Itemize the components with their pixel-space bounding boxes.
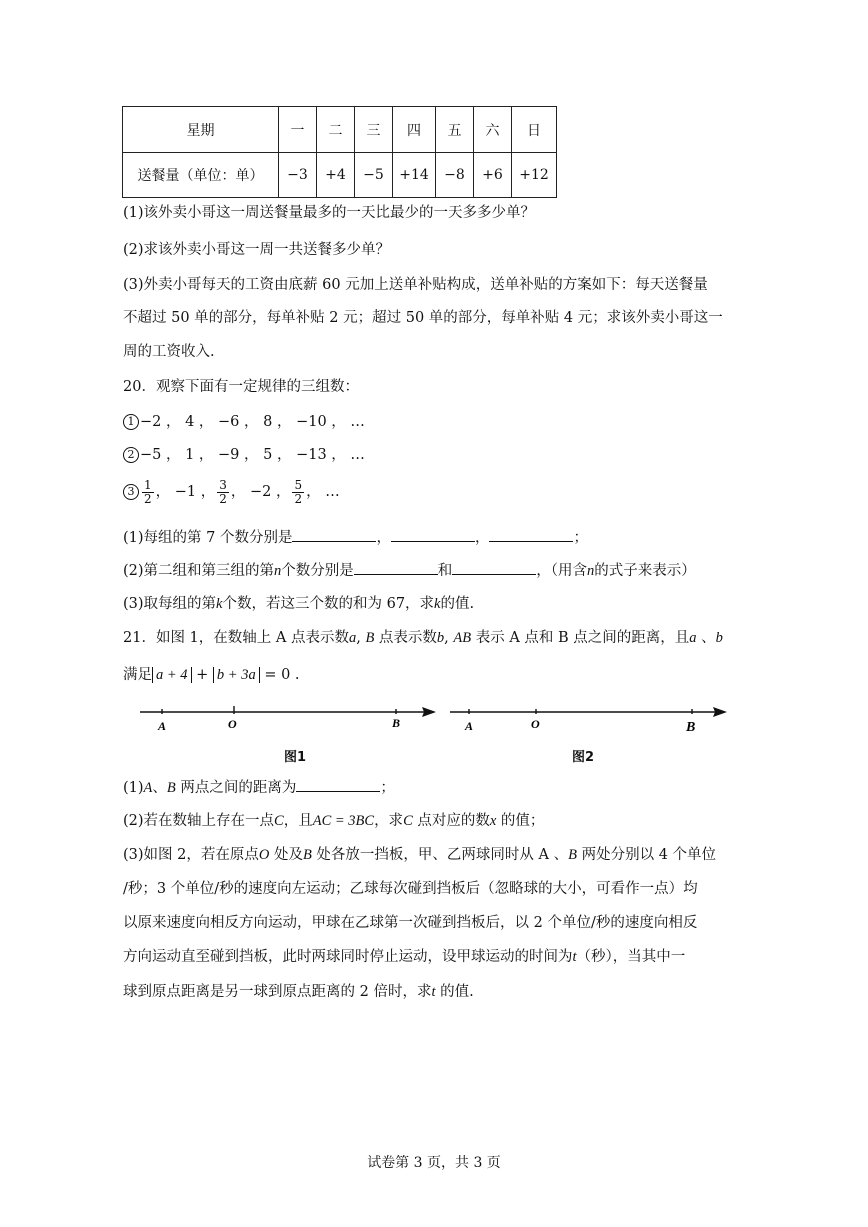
fraction-denominator: 2 bbox=[219, 491, 227, 506]
table-value-cell: +14 bbox=[393, 153, 436, 198]
math-var: t bbox=[431, 984, 436, 1000]
separator: ； bbox=[573, 530, 588, 546]
q21-part1 bbox=[123, 777, 395, 798]
point-label-a: A bbox=[465, 719, 474, 733]
table-value-cell: +4 bbox=[317, 153, 355, 198]
math-var: C bbox=[403, 813, 413, 829]
answer-blank[interactable] bbox=[489, 527, 573, 542]
fraction-numerator: 1 bbox=[144, 477, 152, 492]
delivery-table bbox=[122, 106, 557, 198]
q21-text: 满足 bbox=[123, 667, 152, 683]
q21-text: 、 bbox=[152, 780, 167, 796]
separator: ， bbox=[376, 530, 391, 546]
math-var: C bbox=[274, 813, 284, 829]
q21-text: (3)如图 2，若在原点 bbox=[123, 847, 259, 863]
table-value-cell: −8 bbox=[436, 153, 474, 198]
q21-text: 21．如图 1，在数轴上 A 点表示数 bbox=[123, 630, 349, 646]
page-footer: 试卷第 3 页，共 3 页 bbox=[367, 1155, 501, 1171]
number-line-figure-1 bbox=[138, 700, 440, 740]
answer-blank[interactable] bbox=[452, 560, 536, 575]
table-value-row bbox=[123, 153, 557, 198]
math-var: A bbox=[143, 780, 153, 796]
math-var: n bbox=[274, 563, 282, 579]
q21-part2 bbox=[123, 811, 544, 831]
q21-text: 两处分别以 4 个单位 bbox=[577, 847, 717, 863]
q19-part3-line1: (3)外卖小哥每天的工资由底薪 60 元加上送单补贴构成，送单补贴的方案如下：每天送餐量 bbox=[123, 277, 708, 293]
figure-2-caption: 图2 bbox=[572, 750, 595, 765]
q21-text: 点对应的数 bbox=[412, 813, 490, 829]
math-var: B bbox=[365, 630, 375, 646]
circled-number-3: 3 bbox=[123, 484, 139, 500]
q20-part3-text: (3)取每组的第 bbox=[123, 596, 217, 612]
table-day-cell: 日 bbox=[512, 107, 557, 153]
q21-part3-line1 bbox=[123, 845, 716, 865]
q20-group2-values: −5 ， 1 ， −9 ， 5 ， −13 ， … bbox=[140, 447, 365, 463]
fraction-2 bbox=[217, 479, 229, 506]
q21-text: 的值； bbox=[496, 813, 545, 829]
q21-text: 表示 A 点和 B 点之间的距离，且 bbox=[471, 630, 690, 646]
point-label-b: B bbox=[686, 720, 696, 735]
q21-text: , bbox=[444, 630, 454, 646]
table-row-label: 送餐量（单位：单） bbox=[123, 153, 279, 198]
q21-text: 两点之间的距离为 bbox=[175, 780, 297, 796]
q21-text: (2)若在数轴上存在一点 bbox=[123, 813, 275, 829]
answer-blank[interactable] bbox=[391, 527, 475, 542]
q21-part3-line4 bbox=[123, 947, 685, 967]
table-value-cell: +6 bbox=[474, 153, 512, 198]
q19-part2: (2)求该外卖小哥这一周一共送餐多少单？ bbox=[123, 242, 391, 258]
table-value-cell: −3 bbox=[279, 153, 317, 198]
answer-blank[interactable] bbox=[354, 560, 438, 575]
fraction-numerator: 5 bbox=[294, 477, 303, 492]
q19-part3-line2: 不超过 50 单的部分，每单补贴 2 元；超过 50 单的部分，每单补贴 4 元；求该外卖小哥这一 bbox=[123, 310, 723, 326]
table-value-cell: −5 bbox=[355, 153, 393, 198]
q21-text: 处各放一挡板，甲、乙两球同时从 A 、 bbox=[311, 847, 569, 863]
math-var: a bbox=[689, 630, 697, 646]
q21-text: ，且 bbox=[283, 813, 313, 829]
absolute-value-expression: a + 4 bbox=[152, 667, 192, 683]
q20-group2 bbox=[123, 445, 365, 465]
q20-title: 20．观察下面有一定规律的三组数： bbox=[123, 379, 359, 395]
arrow-head-icon bbox=[713, 707, 727, 717]
point-label-o: O bbox=[228, 717, 237, 731]
math-var: B bbox=[302, 847, 312, 863]
q20-part1 bbox=[123, 527, 588, 548]
answer-blank[interactable] bbox=[296, 777, 380, 792]
math-var: B bbox=[166, 780, 176, 796]
q21-line1 bbox=[123, 628, 723, 648]
q21-text: ，求 bbox=[374, 813, 404, 829]
fraction-3 bbox=[292, 479, 304, 506]
point-label-o: O bbox=[531, 717, 540, 731]
absolute-value-expression: b + 3a bbox=[213, 667, 260, 683]
q20-part2-text: ，（用含 bbox=[536, 563, 588, 579]
math-var: x bbox=[489, 813, 497, 829]
math-var: t bbox=[572, 949, 577, 965]
arrow-head-icon bbox=[422, 707, 436, 717]
math-var: b bbox=[436, 630, 445, 646]
circled-number-1: 1 bbox=[123, 414, 139, 430]
math-var: B bbox=[568, 847, 577, 863]
point-label-b: B bbox=[392, 716, 401, 730]
q20-part3-text: 的值. bbox=[440, 596, 475, 612]
q20-part3 bbox=[123, 594, 474, 614]
fraction-1 bbox=[142, 479, 154, 506]
q20-part1-text: (1)每组的第 7 个数分别是 bbox=[123, 530, 293, 546]
math-var: n bbox=[587, 563, 595, 579]
q21-text: 的值. bbox=[435, 984, 474, 1000]
table-header-label: 星期 bbox=[123, 107, 279, 153]
q20-group1 bbox=[123, 412, 365, 432]
math-var: a bbox=[348, 630, 357, 646]
separator: ， bbox=[474, 530, 490, 546]
figure-1-caption: 图1 bbox=[284, 750, 307, 765]
number-line-figure-2 bbox=[448, 700, 730, 740]
math-var: k bbox=[216, 596, 223, 612]
q20-part2-text: 个数分别是 bbox=[281, 563, 354, 579]
q20-part2-text: 的式子来表示） bbox=[594, 563, 696, 579]
q20-group3-text: ， −2 ， bbox=[230, 484, 291, 500]
table-day-cell: 五 bbox=[436, 107, 474, 153]
q21-part3-line5 bbox=[123, 982, 474, 1002]
fraction-denominator: 2 bbox=[144, 491, 152, 506]
math-var: k bbox=[434, 596, 441, 612]
fraction-denominator: 2 bbox=[294, 491, 303, 506]
table-value-cell: +12 bbox=[512, 153, 557, 198]
q21-line2 bbox=[123, 665, 300, 685]
math-expression: AC = 3BC bbox=[312, 813, 375, 829]
q21-text: （秒），当其中一 bbox=[576, 949, 686, 965]
math-var: b bbox=[715, 630, 723, 646]
math-var: AB bbox=[453, 630, 472, 646]
table-day-cell: 六 bbox=[474, 107, 512, 153]
q20-part2-text: (2)第二组和第三组的第 bbox=[123, 563, 275, 579]
q21-text: = 0 . bbox=[259, 667, 300, 683]
q21-text: (1) bbox=[123, 780, 144, 796]
separator: ； bbox=[380, 780, 395, 796]
q20-group3-text: ， −1 ， bbox=[155, 484, 216, 500]
q21-part3-line2: /秒；3 个单位/秒的速度向左运动；乙球每次碰到挡板后（忽略球的大小，可看作一点）均 bbox=[123, 881, 698, 897]
fraction-numerator: 3 bbox=[219, 477, 227, 492]
table-day-cell: 一 bbox=[279, 107, 317, 153]
q21-text: 球到原点距离是另一球到原点距离的 2 倍时，求 bbox=[123, 984, 432, 1000]
q20-part3-text: 个数，若这三个数的和为 67，求 bbox=[222, 596, 435, 612]
q20-part2-text: 和 bbox=[437, 563, 453, 579]
circled-number-2: 2 bbox=[123, 447, 139, 463]
table-header-row bbox=[123, 107, 557, 153]
q20-group3-text: ， … bbox=[306, 484, 340, 500]
q21-text: , bbox=[356, 630, 366, 646]
point-label-a: A bbox=[158, 719, 167, 733]
table-day-cell: 二 bbox=[317, 107, 355, 153]
table-day-cell: 三 bbox=[355, 107, 393, 153]
q21-part3-line3: 以原来速度向相反方向运动，甲球在乙球第一次碰到挡板后，以 2 个单位/秒的速度向相反 bbox=[123, 915, 698, 931]
q21-text: 、 bbox=[696, 630, 716, 646]
q21-text: 点表示数 bbox=[374, 630, 437, 646]
q21-text: 方向运动直至碰到挡板，此时两球同时停止运动，设甲球运动的时间为 bbox=[123, 949, 573, 965]
q21-text: 处及 bbox=[269, 847, 303, 863]
q19-part3-line3: 周的工资收入. bbox=[123, 344, 215, 360]
table-day-cell: 四 bbox=[393, 107, 436, 153]
q20-group3 bbox=[123, 475, 340, 509]
q20-group1-values: −2 ， 4 ， −6 ， 8 ， −10 ， … bbox=[140, 414, 365, 430]
math-operator: + bbox=[191, 667, 213, 683]
math-var: O bbox=[258, 847, 270, 863]
q20-part2 bbox=[123, 560, 696, 581]
answer-blank[interactable] bbox=[292, 527, 376, 542]
q19-part1: (1)该外卖小哥这一周送餐量最多的一天比最少的一天多多少单？ bbox=[123, 205, 536, 221]
